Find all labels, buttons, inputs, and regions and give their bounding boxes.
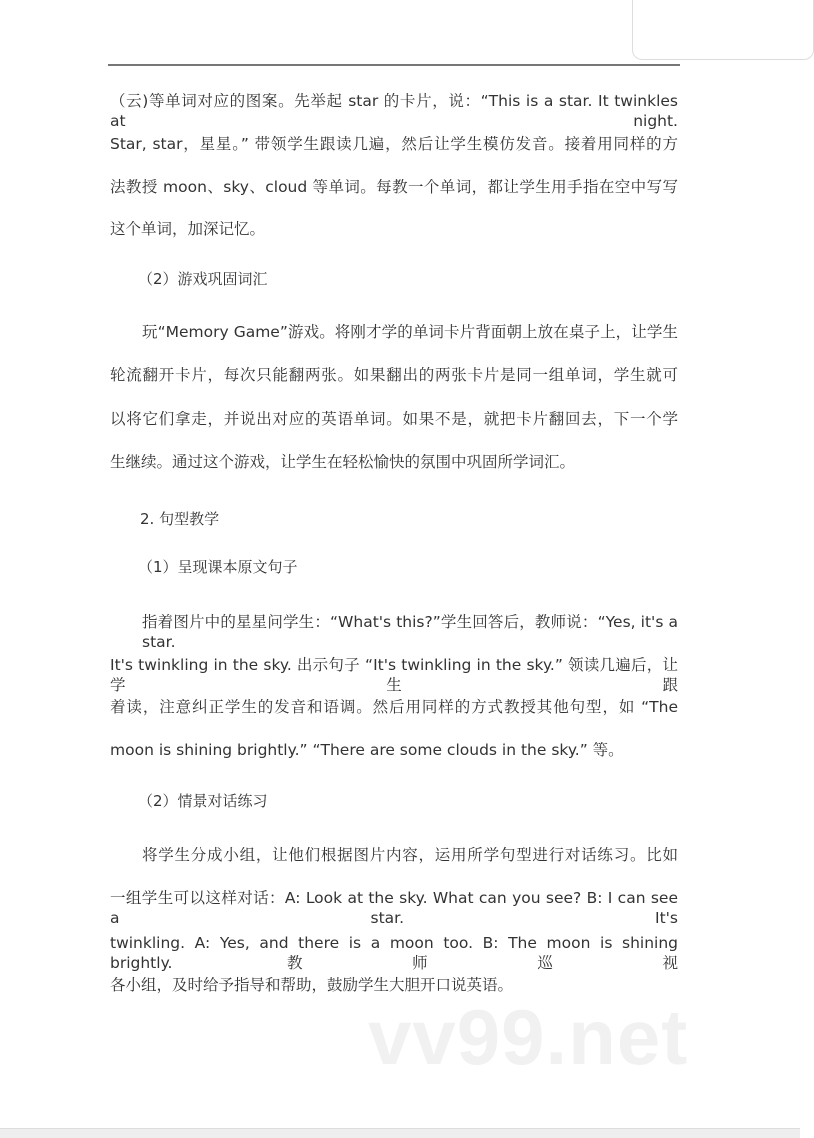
subheading: （2）游戏巩固词汇 [138,270,268,288]
text-line: moon is shining brightly.” “There are some clouds in the sky.” 等。 [110,741,624,759]
text-line: 将学生分成小组，让他们根据图片内容，运用所学句型进行对话练习。比如 [142,846,678,864]
subheading: （1）呈现课本原文句子 [138,558,298,576]
subheading: （2）情景对话练习 [138,792,268,810]
text-line: 一组学生可以这样对话：A: Look at the sky. What can you see? B: I can see a star. It's [110,889,678,927]
page-bottom-edge [0,1128,800,1138]
text-line: 以将它们拿走，并说出对应的英语单词。如果不是，就把卡片翻回去，下一个学 [110,410,678,428]
text-line: It's twinkling in the sky. 出示句子 “It's twinkling in the sky.” 领读几遍后，让学生跟 [110,656,678,694]
text-line: 指着图片中的星星问学生：“What's this?”学生回答后，教师说：“Yes, it's a star. [142,613,678,651]
text-line: 这个单词，加深记忆。 [110,220,266,238]
text-line: （云)等单词对应的图案。先举起 star 的卡片，说：“This is a star. It twinkles at night. [110,92,678,130]
text-line: 轮流翻开卡片，每次只能翻两张。如果翻出的两张卡片是同一组单词，学生就可 [110,366,678,384]
header-rule [108,64,680,66]
text-line: 法教授 moon、sky、cloud 等单词。每教一个单词，都让学生用手指在空中写写 [110,178,678,196]
section-heading: 2. 句型教学 [140,510,220,528]
text-line: 各小组，及时给予指导和帮助，鼓励学生大胆开口说英语。 [110,976,514,994]
text-line: 玩“Memory Game”游戏。将刚才学的单词卡片背面朝上放在桌子上，让学生 [142,323,678,341]
text-line: twinkling. A: Yes, and there is a moon too. B: The moon is shining brightly. 教师巡视 [110,934,678,972]
text-line: 生继续。通过这个游戏，让学生在轻松愉快的氛围中巩固所学词汇。 [110,453,576,471]
text-line: 着读，注意纠正学生的发音和语调。然后用同样的方式教授其他句型，如 “The [110,698,678,716]
text-line: Star, star，星星。” 带领学生跟读几遍，然后让学生模仿发音。接着用同样的方 [110,135,678,153]
watermark: vv99.net [368,993,689,1081]
top-right-panel [632,0,814,60]
